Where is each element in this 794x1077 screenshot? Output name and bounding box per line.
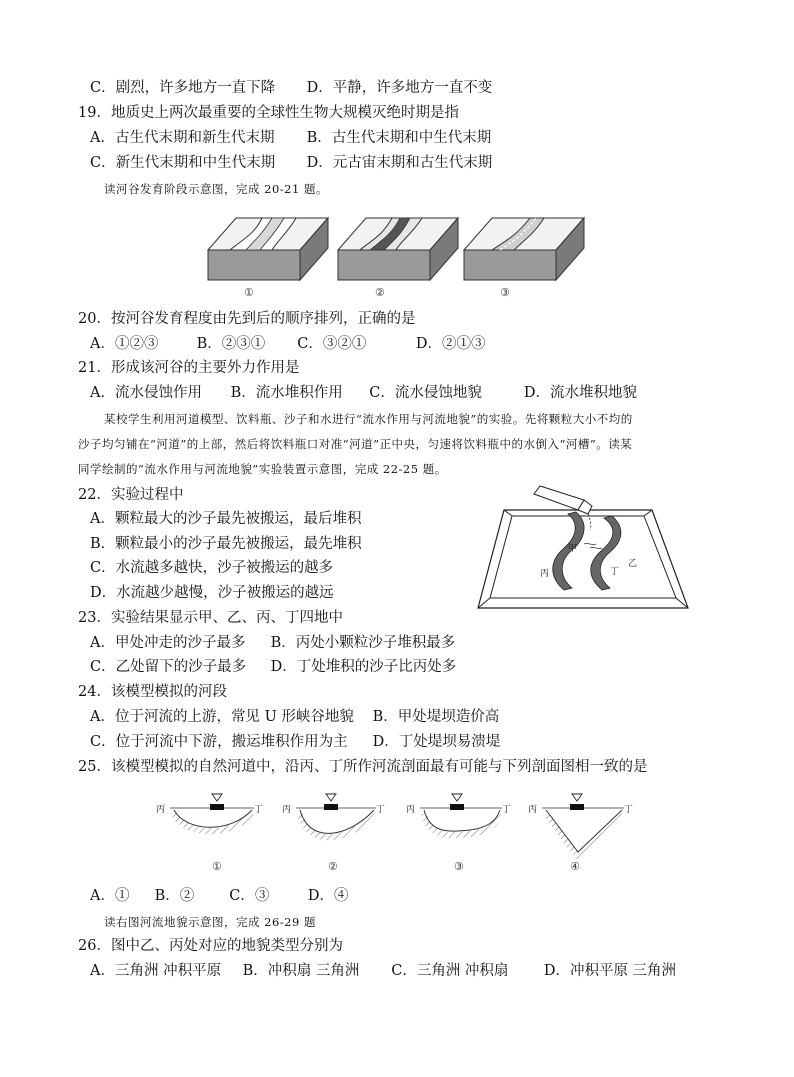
profile-1: [156, 794, 263, 831]
intro-22-25-line2: 沙子均匀铺在“河道”的上部，然后将饮料瓶口对准“河道”正中央，匀速将饮料瓶中的水倒入“河槽”。读某: [78, 437, 633, 451]
river-profiles-figure: [150, 786, 640, 876]
q21-options: [90, 384, 637, 402]
profile-label-2: ②: [328, 860, 338, 873]
q22-option-b: B．颗粒最小的沙子最先被搬运，最先堆积: [90, 536, 362, 552]
intro-26-29: 读右图河流地貌示意图，完成 26-29 题: [104, 915, 316, 929]
q24-option-c: C．位于河流中下游，搬运堆积作用为主: [90, 734, 348, 750]
q20-stem: 20．按河谷发育程度由先到后的顺序排列，正确的是: [78, 311, 416, 327]
q19-option-d: D．元古宙末期和古生代末期: [306, 155, 493, 171]
q19-options-ab: [90, 129, 491, 147]
q26-option-d: D．冲积平原 三角洲: [543, 963, 677, 979]
model-label-bing: 丙: [540, 569, 550, 579]
profile-label-1: ①: [212, 860, 222, 873]
q25-option-a: A．①: [90, 888, 130, 904]
q23-option-a: A．甲处冲走的沙子最多: [90, 635, 246, 651]
model-label-jia: 甲: [568, 544, 578, 554]
q26-stem: 26．图中乙、丙处对应的地貌类型分别为: [78, 938, 343, 954]
profile-label-3: ③: [454, 860, 464, 873]
valley-block-1: [208, 218, 328, 280]
profile-3: [406, 794, 511, 835]
q22-option-a: A．颗粒最大的沙子最先被搬运，最后堆积: [90, 511, 362, 527]
valley-label-2: ②: [375, 286, 385, 299]
q20-options: [90, 335, 485, 353]
profile-label-4: ④: [570, 860, 580, 873]
q24-option-b: B．甲处堤坝造价高: [372, 709, 500, 725]
profile-4-left-label: 丙: [528, 805, 538, 815]
q20-option-c: C．③②①: [297, 336, 367, 352]
profile-1-left-label: 丙: [156, 805, 166, 815]
q26-option-b: B．冲积扇 三角洲: [242, 963, 360, 979]
profile-1-right-label: 丁: [254, 805, 264, 815]
profile-2: [282, 794, 385, 837]
intro-22-25-line3: 同学绘制的“流水作用与河流地貌”实验装置示意图，完成 22-25 题。: [78, 462, 447, 476]
q21-option-c: C．流水侵蚀地貌: [369, 385, 482, 401]
profile-3-left-label: 丙: [406, 805, 416, 815]
q18-option-c: C．剧烈，许多地方一直下降: [90, 80, 276, 96]
q24-stem: 24．该模型模拟的河段: [78, 684, 227, 700]
q23-option-d: D．丁处堆积的沙子比丙处多: [270, 659, 457, 675]
q19-option-c: C．新生代末期和中生代末期: [90, 155, 276, 171]
q18-option-d: D．平静，许多地方一直不变: [306, 80, 493, 96]
profile-2-right-label: 丁: [376, 805, 386, 815]
valley-block-3: [464, 218, 584, 280]
q21-option-b: B．流水堆积作用: [230, 385, 343, 401]
q24-options-ab: [90, 708, 499, 726]
q24-options-cd: [90, 733, 500, 751]
q18-options-cd: [90, 79, 492, 97]
q25-options: [90, 887, 348, 905]
q26-option-a: A．三角洲 冲积平原: [90, 963, 222, 979]
q23-options-cd: [90, 658, 456, 676]
q23-stem: 23．实验结果显示甲、乙、丙、丁四地中: [78, 610, 343, 626]
intro-20-21: 读河谷发育阶段示意图，完成 20-21 题。: [104, 182, 328, 196]
q21-stem: 21．形成该河谷的主要外力作用是: [78, 360, 300, 376]
q21-option-a: A．流水侵蚀作用: [90, 385, 202, 401]
q23-option-b: B．丙处小颗粒沙子堆积最多: [270, 635, 456, 651]
profile-3-right-label: 丁: [502, 805, 512, 815]
intro-22-25-line1: 某校学生利用河道模型、饮料瓶、沙子和水进行“流水作用与河流地貌”的实验。先将颗粒大小不均的: [104, 412, 633, 426]
q25-option-c: C．③: [229, 888, 270, 904]
q25-option-b: B．②: [154, 888, 195, 904]
valley-block-2: [338, 218, 458, 280]
profile-4-right-label: 丁: [624, 805, 634, 815]
q25-option-d: D．④: [307, 888, 349, 904]
q20-option-d: D．②①③: [415, 336, 486, 352]
q22-option-c: C．水流越多越快，沙子被搬运的越多: [90, 560, 334, 576]
q23-option-c: C．乙处留下的沙子最多: [90, 659, 247, 675]
model-label-ding: 丁: [610, 567, 620, 577]
profile-4: [528, 794, 633, 856]
q20-option-b: B．②③①: [196, 336, 266, 352]
q26-option-c: C．三角洲 冲积扇: [391, 963, 509, 979]
q19-stem: 19．地质史上两次最重要的全球性生物大规模灭绝时期是指: [78, 105, 459, 121]
river-model-figure: [472, 484, 694, 612]
q24-option-d: D．丁处堤坝易溃堤: [372, 734, 501, 750]
q21-option-d: D．流水堆积地貌: [523, 385, 637, 401]
valley-label-1: ①: [244, 286, 254, 299]
profile-2-left-label: 丙: [282, 805, 292, 815]
q24-option-a: A．位于河流的上游，常见 U 形峡谷地貌: [90, 709, 354, 725]
q26-options: [90, 962, 676, 980]
q20-option-a: A．①②③: [90, 336, 159, 352]
q22-stem: 22．实验过程中: [78, 487, 184, 503]
q25-stem: 25．该模型模拟的自然河道中，沿丙、丁所作河流剖面最有可能与下列剖面图相一致的是: [78, 759, 648, 775]
q19-option-b: B．古生代末期和中生代末期: [306, 130, 492, 146]
q19-option-a: A．古生代末期和新生代末期: [90, 130, 275, 146]
q19-options-cd: [90, 154, 492, 172]
valley-label-3: ③: [500, 286, 510, 299]
model-label-yi: 乙: [628, 559, 638, 569]
q23-options-ab: [90, 634, 455, 652]
valley-stage-figure: [200, 208, 590, 300]
q22-option-d: D．水流越少越慢，沙子被搬运的越远: [90, 585, 334, 601]
